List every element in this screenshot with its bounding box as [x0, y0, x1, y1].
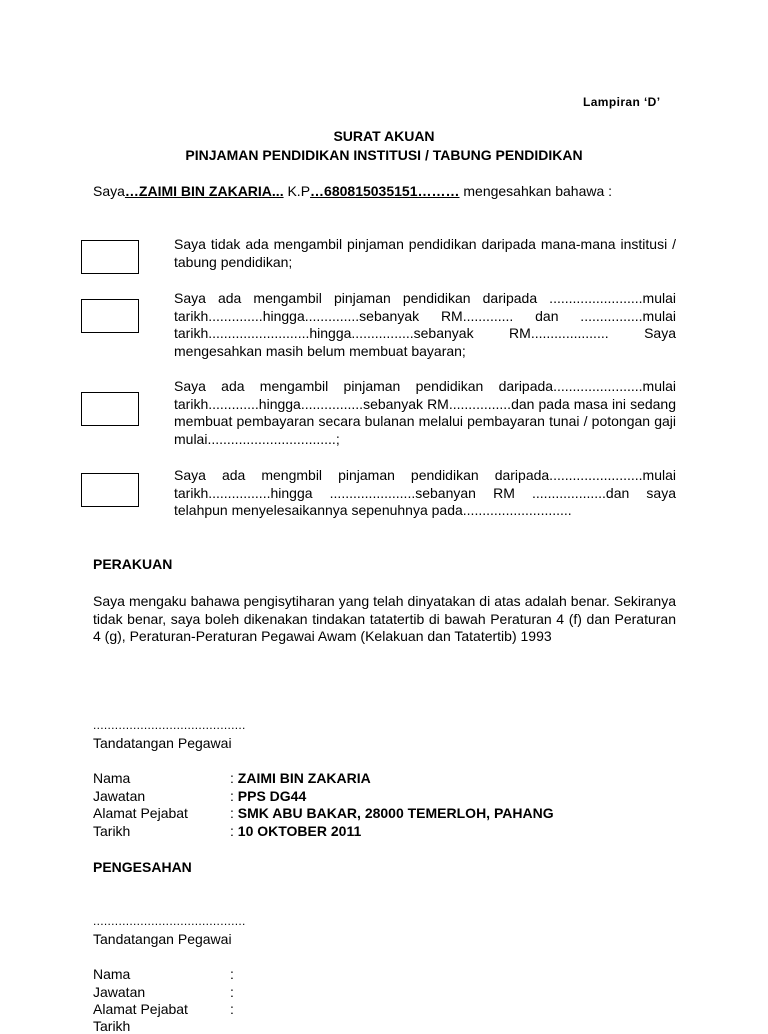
officer-date-row — [93, 823, 361, 839]
officer-date-label: Tarikh — [93, 823, 131, 839]
separator: : — [230, 823, 238, 839]
officer-address-value: SMK ABU BAKAR, 28000 TEMERLOH, PAHANG — [237, 805, 554, 821]
perakuan-text: Saya mengaku bahawa pengisytiharan yang telah dinyatakan di atas adalah benar. Sekiranya tidak benar, saya boleh dikenakan tindakan tatatertib di bawah Peraturan 4 (f) dan Peraturan 4 (g), Peraturan-Peraturan Pegawai Awam (Kelakuan dan Tatatertib) 1993 — [93, 593, 676, 644]
verifier-date-row — [93, 1018, 230, 1034]
option-text-3: Saya ada mengambil pinjaman pendidikan daripada.......................mulai tarikh.............hingga................sebanyak RM................dan pada masa ini sedang membuat pembayaran secara bulanan melalui pembayaran tunai / potongan gaji mulai.................................; — [174, 378, 676, 447]
kp-number: …680815035151……… — [310, 183, 460, 199]
option-checkbox-2[interactable] — [81, 299, 139, 333]
declaration-suffix: mengesahkan bahawa : — [459, 183, 613, 199]
pengesahan-heading: PENGESAHAN — [93, 859, 192, 875]
document-title: SURAT AKUAN — [333, 128, 435, 144]
verifier-name-label: Nama — [93, 966, 131, 982]
declaration-prefix: Saya — [93, 183, 125, 199]
signature-line-1: .......................................... — [93, 718, 246, 732]
perakuan-heading: PERAKUAN — [93, 556, 173, 572]
option-checkbox-3[interactable] — [81, 392, 139, 426]
declaration-line — [93, 183, 612, 199]
signature-label-1: Tandatangan Pegawai — [93, 735, 232, 751]
officer-address-row — [93, 805, 554, 821]
attachment-label: Lampiran ‘D’ — [583, 95, 661, 109]
verifier-position-label: Jawatan — [93, 984, 146, 1000]
separator: : — [230, 984, 234, 1000]
separator: : — [230, 805, 238, 821]
officer-position-row — [93, 788, 306, 804]
option-checkbox-4[interactable] — [81, 473, 139, 507]
declarant-name: …ZAIMI BIN ZAKARIA... — [124, 183, 284, 199]
verifier-address-label: Alamat Pejabat — [93, 1001, 188, 1017]
officer-position-label: Jawatan — [93, 788, 146, 804]
verifier-date-label: Tarikh — [93, 1018, 131, 1034]
option-checkbox-1[interactable] — [81, 240, 139, 274]
officer-name-label: Nama — [93, 770, 131, 786]
option-text-2: Saya ada mengambil pinjaman pendidikan daripada ........................mulai tarikh..............hingga..............sebanyak RM............. dan ................mulai tarikh..........................hingga................sebanyak RM.................... Saya mengesahkan masih belum membuat bayaran; — [174, 290, 676, 359]
document-subtitle: PINJAMAN PENDIDIKAN INSTITUSI / TABUNG PENDIDIKAN — [185, 147, 583, 163]
officer-name-row — [93, 770, 371, 786]
signature-label-2: Tandatangan Pegawai — [93, 931, 232, 947]
verifier-name-row — [93, 966, 234, 982]
separator: : — [230, 1001, 234, 1017]
verifier-address-row — [93, 1001, 234, 1017]
officer-position-value: PPS DG44 — [237, 788, 307, 804]
separator: : — [230, 770, 238, 786]
option-text-4: Saya ada mengmbil pinjaman pendidikan daripada........................mulai tarikh................hingga ......................sebanyan RM ...................dan saya telahpun menyelesaikannya sepenuhnya pada............................ — [174, 467, 676, 518]
officer-address-label: Alamat Pejabat — [93, 805, 188, 821]
verifier-position-row — [93, 984, 234, 1000]
officer-name-value: ZAIMI BIN ZAKARIA — [237, 770, 371, 786]
officer-date-value: 10 OKTOBER 2011 — [237, 823, 362, 839]
separator: : — [230, 788, 238, 804]
option-text-1: Saya tidak ada mengambil pinjaman pendidikan daripada mana-mana institusi / tabung pendidikan; — [174, 236, 676, 270]
signature-line-2: .......................................... — [93, 914, 246, 928]
kp-label: K.P — [283, 183, 311, 199]
separator: : — [230, 966, 234, 982]
